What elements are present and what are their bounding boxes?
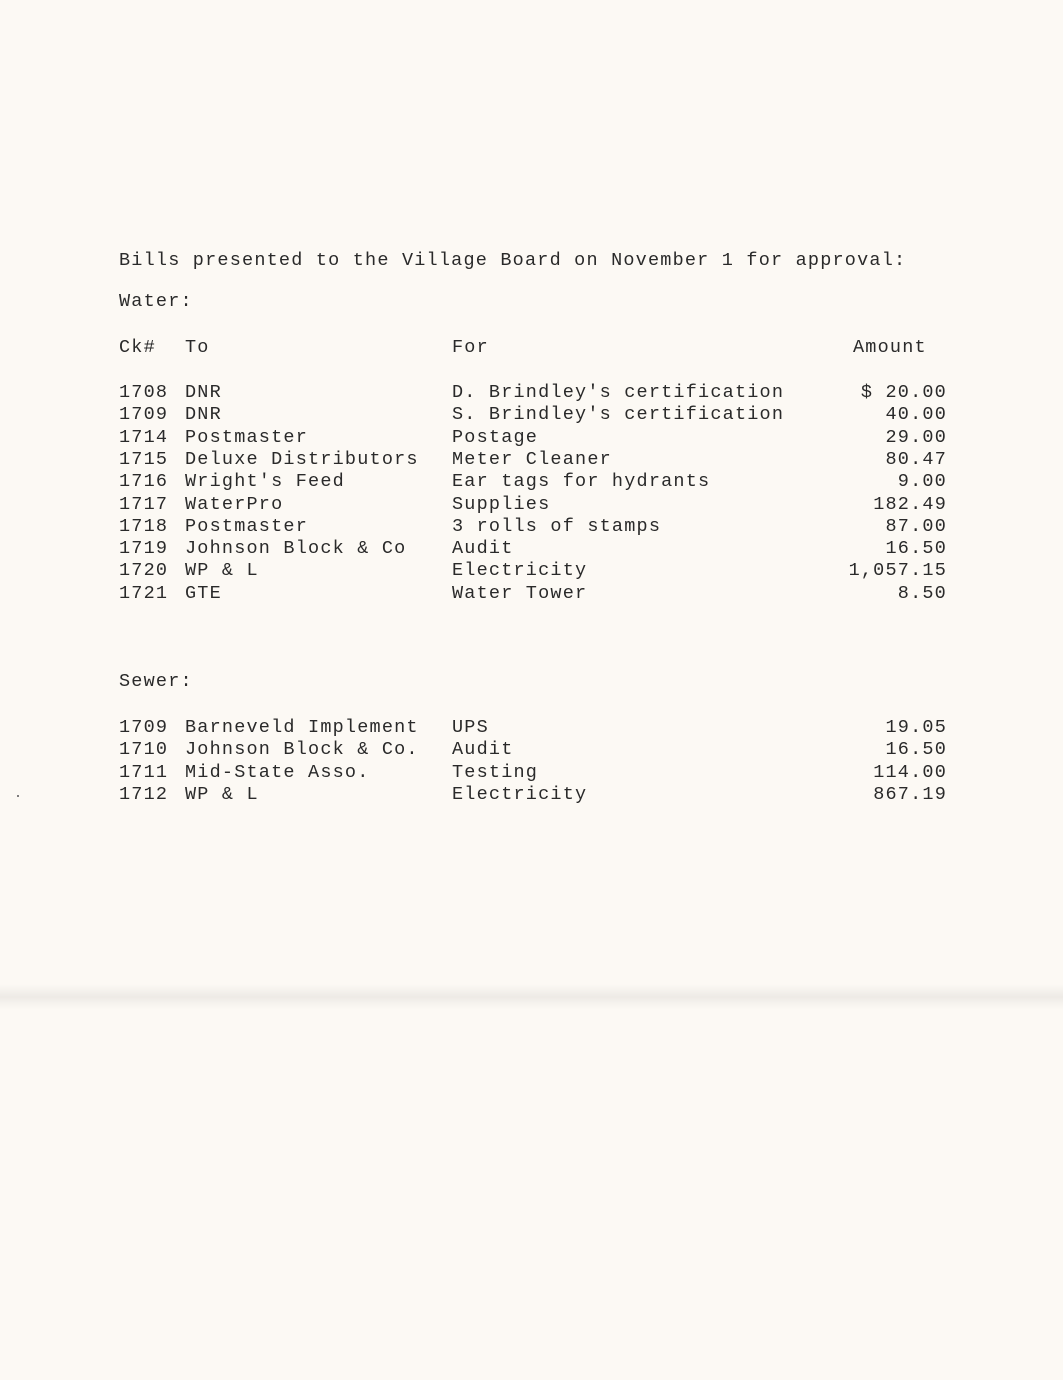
purpose: Audit — [452, 538, 514, 560]
payee: Mid-State Asso. — [185, 761, 370, 783]
amount: 867.19 — [873, 783, 947, 805]
amount: 9.00 — [897, 471, 947, 493]
paper-speck — [17, 795, 19, 797]
amount: 87.00 — [885, 515, 947, 537]
water-heading: Water: — [119, 291, 193, 312]
payee: Postmaster — [185, 515, 309, 537]
check-number: 1709 — [119, 717, 169, 738]
purpose: Water Tower — [452, 582, 588, 604]
intro-text: Bills presented to the Village Board on November 1 for approval: — [119, 250, 907, 271]
payee: Johnson Block & Co — [185, 538, 407, 560]
purpose: Ear tags for hydrants — [452, 471, 711, 493]
amount: 8.50 — [897, 582, 947, 604]
amount: 80.47 — [885, 448, 947, 470]
payee: GTE — [185, 582, 222, 604]
column-header-ck: Ck# — [119, 337, 156, 358]
table-row — [119, 516, 947, 538]
table-row — [119, 427, 947, 449]
table-row — [119, 560, 947, 582]
payee: WaterPro — [185, 493, 284, 515]
table-row — [119, 717, 947, 739]
payee: DNR — [185, 382, 222, 403]
check-number: 1717 — [119, 493, 169, 515]
amount: 40.00 — [885, 404, 947, 426]
table-row — [119, 382, 947, 404]
table-row — [119, 494, 947, 516]
check-number: 1716 — [119, 471, 169, 493]
amount: 182.49 — [873, 493, 947, 515]
amount: 16.50 — [885, 739, 947, 761]
table-row — [119, 784, 947, 806]
amount: 29.00 — [885, 426, 947, 448]
payee: Barneveld Implement — [185, 717, 419, 738]
amount: 114.00 — [873, 761, 947, 783]
payee: WP & L — [185, 560, 259, 582]
amount: 16.50 — [885, 538, 947, 560]
check-number: 1708 — [119, 382, 169, 403]
purpose: Electricity — [452, 783, 588, 805]
table-row — [119, 739, 947, 761]
amount: 19.05 — [885, 717, 947, 738]
purpose: Electricity — [452, 560, 588, 582]
purpose: S. Brindley's certification — [452, 404, 785, 426]
check-number: 1715 — [119, 448, 169, 470]
purpose: D. Brindley's certification — [452, 382, 785, 403]
column-header-to: To — [185, 337, 210, 358]
purpose: 3 rolls of stamps — [452, 515, 662, 537]
purpose: Postage — [452, 426, 539, 448]
check-number: 1710 — [119, 739, 169, 761]
check-number: 1709 — [119, 404, 169, 426]
purpose: Testing — [452, 761, 539, 783]
check-number: 1718 — [119, 515, 169, 537]
table-row — [119, 471, 947, 493]
purpose: UPS — [452, 717, 489, 738]
amount: $ 20.00 — [860, 382, 947, 403]
table-row — [119, 762, 947, 784]
payee: WP & L — [185, 783, 259, 805]
column-header-amount: Amount — [853, 337, 927, 358]
water-table-header — [119, 337, 947, 359]
table-row — [119, 583, 947, 605]
purpose: Meter Cleaner — [452, 448, 612, 470]
sewer-heading: Sewer: — [119, 671, 193, 692]
purpose: Audit — [452, 739, 514, 761]
check-number: 1712 — [119, 783, 169, 805]
amount: 1,057.15 — [848, 560, 947, 582]
table-row — [119, 449, 947, 471]
check-number: 1719 — [119, 538, 169, 560]
payee: Deluxe Distributors — [185, 448, 419, 470]
table-row — [119, 404, 947, 426]
check-number: 1721 — [119, 582, 169, 604]
payee: Postmaster — [185, 426, 309, 448]
check-number: 1711 — [119, 761, 169, 783]
payee: Johnson Block & Co. — [185, 739, 419, 761]
table-row — [119, 538, 947, 560]
payee: DNR — [185, 404, 222, 426]
column-header-for: For — [452, 337, 489, 358]
paper-fold-crease — [0, 984, 1063, 1010]
purpose: Supplies — [452, 493, 551, 515]
check-number: 1720 — [119, 560, 169, 582]
check-number: 1714 — [119, 426, 169, 448]
payee: Wright's Feed — [185, 471, 345, 493]
